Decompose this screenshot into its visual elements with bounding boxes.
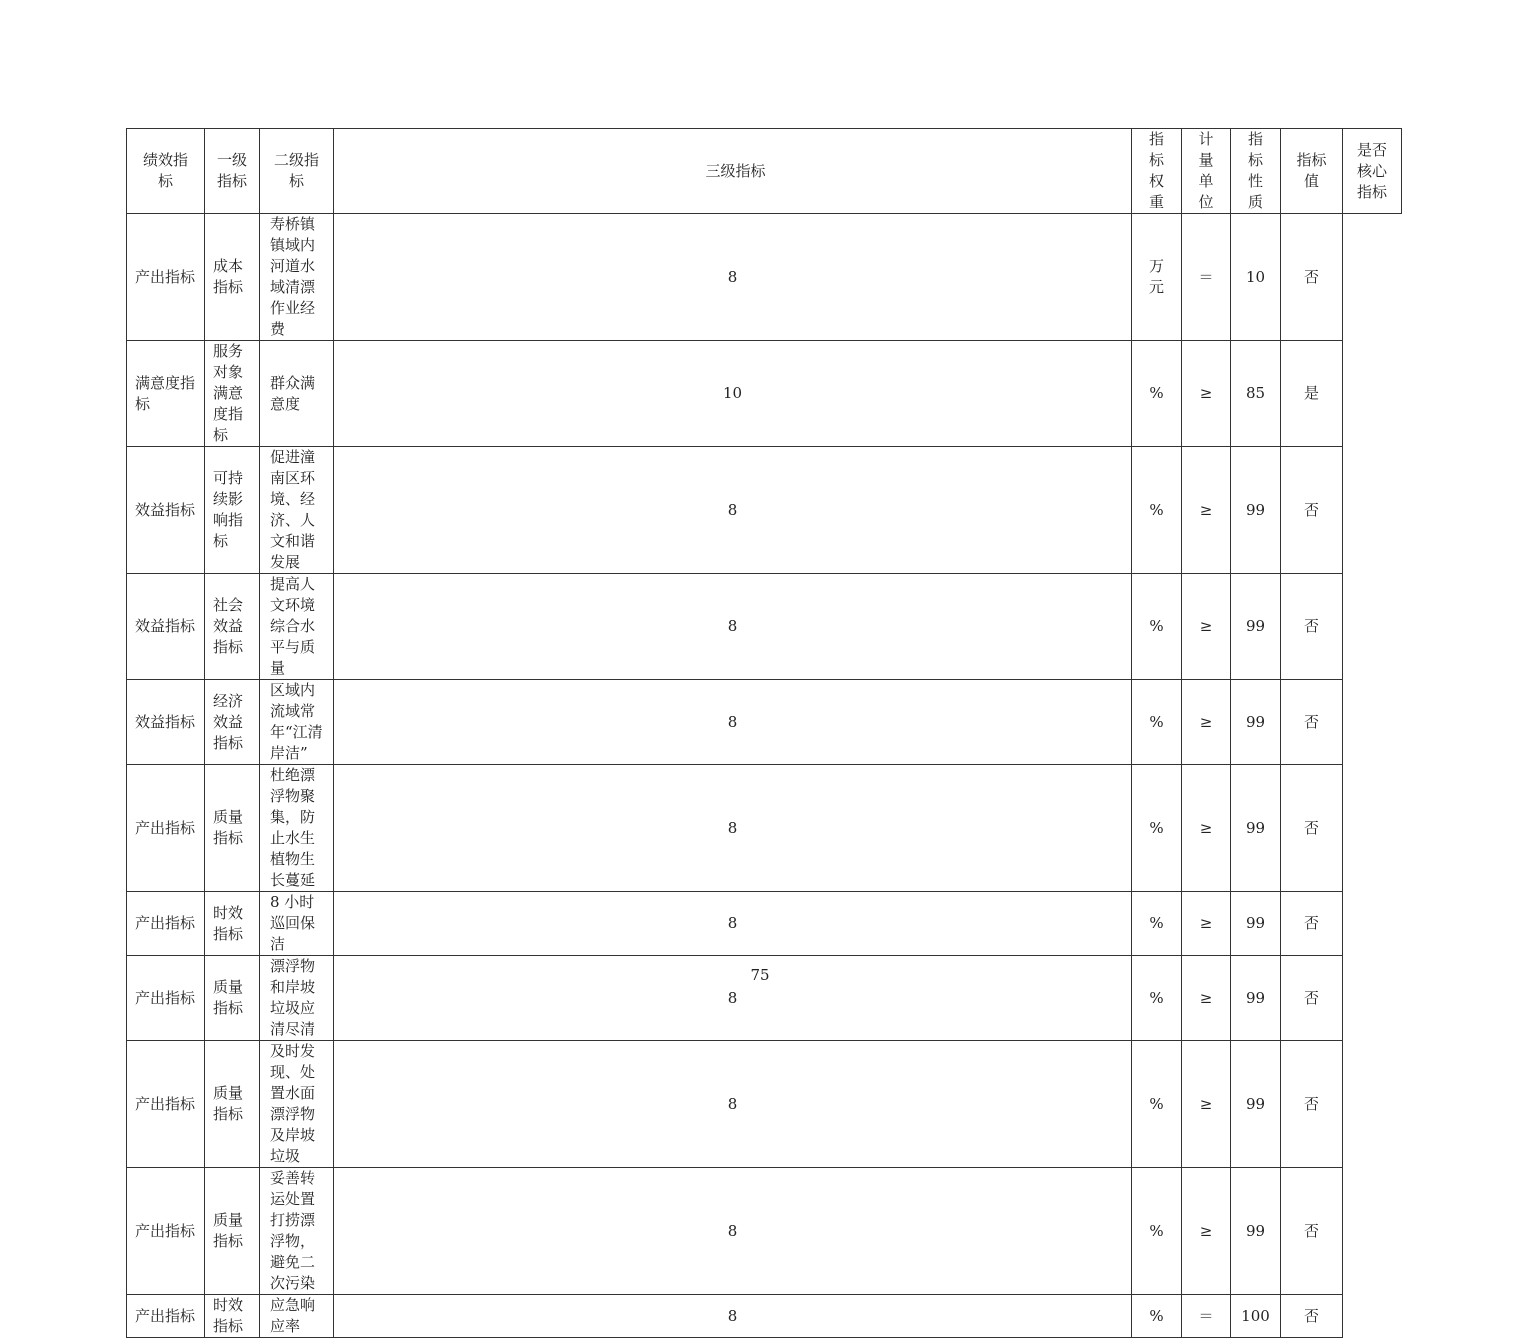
row-level2-cell: 质量指标 [205,956,260,1041]
row-unit-cell: % [1132,447,1182,574]
table-row [127,765,1402,892]
row-nature-cell: ≥ [1182,892,1231,956]
row-level2-cell: 成本指标 [205,214,260,341]
row-core-cell: 否 [1281,574,1343,680]
row-level1-cell: 产出指标 [127,214,205,341]
row-value-cell: 10 [1231,214,1281,341]
row-level1-cell: 产出指标 [127,892,205,956]
table-row [127,1041,1402,1168]
row-nature-cell: ≥ [1182,1041,1231,1168]
row-nature-cell: ≥ [1182,956,1231,1041]
header-level3: 三级指标 [334,129,1132,214]
row-level2-cell: 质量指标 [205,1041,260,1168]
row-nature-cell: ＝ [1182,1295,1231,1338]
table-row [127,680,1402,765]
table-row [127,341,1402,447]
row-value-cell: 99 [1231,680,1281,765]
table-row [127,214,1402,341]
row-weight-cell: 8 [334,1295,1132,1338]
row-level2-cell: 时效指标 [205,1295,260,1338]
row-core-cell: 否 [1281,892,1343,956]
row-level2-cell: 经济效益指标 [205,680,260,765]
row-core-cell: 否 [1281,1168,1343,1295]
row-value-cell: 99 [1231,765,1281,892]
row-value-cell: 100 [1231,1295,1281,1338]
row-core-cell: 是 [1281,341,1343,447]
row-weight-cell: 8 [334,765,1132,892]
row-level2-cell: 质量指标 [205,765,260,892]
row-unit-cell: % [1132,680,1182,765]
row-weight-cell: 8 [334,447,1132,574]
header-unit: 计量单位 [1182,129,1231,214]
row-value-cell: 99 [1231,1168,1281,1295]
row-level3-cell: 杜绝漂浮物聚集，防止水生植物生长蔓延 [260,765,334,892]
row-weight-cell: 8 [334,1168,1132,1295]
table-body [127,214,1402,1338]
group-label: 绩效指标 [142,151,188,190]
row-core-cell: 否 [1281,1041,1343,1168]
row-weight-cell: 8 [334,956,1132,1041]
table-row [127,892,1402,956]
row-level3-cell: 8 小时巡回保洁 [260,892,334,956]
row-nature-cell: ≥ [1182,447,1231,574]
header-core: 是否核心指标 [1343,129,1402,214]
row-level2-cell: 可持续影响指标 [205,447,260,574]
table-row [127,1295,1402,1338]
row-level2-cell: 服务对象满意度指标 [205,341,260,447]
row-core-cell: 否 [1281,956,1343,1041]
row-value-cell: 99 [1231,1041,1281,1168]
row-weight-cell: 8 [334,1041,1132,1168]
row-level1-cell: 产出指标 [127,956,205,1041]
row-level3-cell: 妥善转运处置打捞漂浮物，避免二次污染 [260,1168,334,1295]
header-value: 指标值 [1281,129,1343,214]
row-level2-cell: 质量指标 [205,1168,260,1295]
row-unit-cell: 万元 [1132,214,1182,341]
row-weight-cell: 8 [334,680,1132,765]
group-label-cell [127,129,205,214]
row-level1-cell: 产出指标 [127,1041,205,1168]
row-nature-cell: ≥ [1182,680,1231,765]
row-level2-cell: 时效指标 [205,892,260,956]
row-core-cell: 否 [1281,214,1343,341]
row-level1-cell: 产出指标 [127,1295,205,1338]
row-nature-cell: ≥ [1182,765,1231,892]
row-level1-cell: 产出指标 [127,1168,205,1295]
row-value-cell: 99 [1231,447,1281,574]
row-unit-cell: % [1132,1295,1182,1338]
row-core-cell: 否 [1281,1295,1343,1338]
row-level1-cell: 效益指标 [127,574,205,680]
row-unit-cell: % [1132,1041,1182,1168]
row-level3-cell: 漂浮物和岸坡垃圾应清尽清 [260,956,334,1041]
row-level3-cell: 提高人文环境综合水平与质量 [260,574,334,680]
row-core-cell: 否 [1281,447,1343,574]
row-level1-cell: 效益指标 [127,680,205,765]
row-level3-cell: 应急响应率 [260,1295,334,1338]
row-level3-cell: 及时发现、处置水面漂浮物及岸坡垃圾 [260,1041,334,1168]
row-weight-cell: 8 [334,574,1132,680]
row-core-cell: 否 [1281,680,1343,765]
row-weight-cell: 8 [334,214,1132,341]
table-row [127,574,1402,680]
row-value-cell: 99 [1231,892,1281,956]
row-weight-cell: 10 [334,341,1132,447]
row-unit-cell: % [1132,765,1182,892]
row-unit-cell: % [1132,341,1182,447]
header-level1: 一级指标 [205,129,260,214]
row-nature-cell: ≥ [1182,574,1231,680]
row-unit-cell: % [1132,956,1182,1041]
row-unit-cell: % [1132,1168,1182,1295]
page-number: 75 [750,966,770,984]
performance-indicator-table [126,128,1402,1338]
table-row [127,447,1402,574]
row-core-cell: 否 [1281,765,1343,892]
table-header [127,129,1402,214]
header-weight: 指标权重 [1132,129,1182,214]
row-nature-cell: ≥ [1182,1168,1231,1295]
row-unit-cell: % [1132,892,1182,956]
row-value-cell: 85 [1231,341,1281,447]
row-level1-cell: 产出指标 [127,765,205,892]
row-nature-cell: ＝ [1182,214,1231,341]
row-value-cell: 99 [1231,956,1281,1041]
header-level2: 二级指标 [260,129,334,214]
row-level3-cell: 区域内流域常年“江清岸洁” [260,680,334,765]
row-level3-cell: 寿桥镇镇域内河道水域清漂作业经费 [260,214,334,341]
row-level2-cell: 社会效益指标 [205,574,260,680]
table-row [127,1168,1402,1295]
row-level3-cell: 群众满意度 [260,341,334,447]
row-level1-cell: 满意度指标 [127,341,205,447]
row-nature-cell: ≥ [1182,341,1231,447]
row-value-cell: 99 [1231,574,1281,680]
row-weight-cell: 8 [334,892,1132,956]
row-level1-cell: 效益指标 [127,447,205,574]
row-level3-cell: 促进潼南区环境、经济、人文和谐发展 [260,447,334,574]
header-nature: 指标性质 [1231,129,1281,214]
row-unit-cell: % [1132,574,1182,680]
